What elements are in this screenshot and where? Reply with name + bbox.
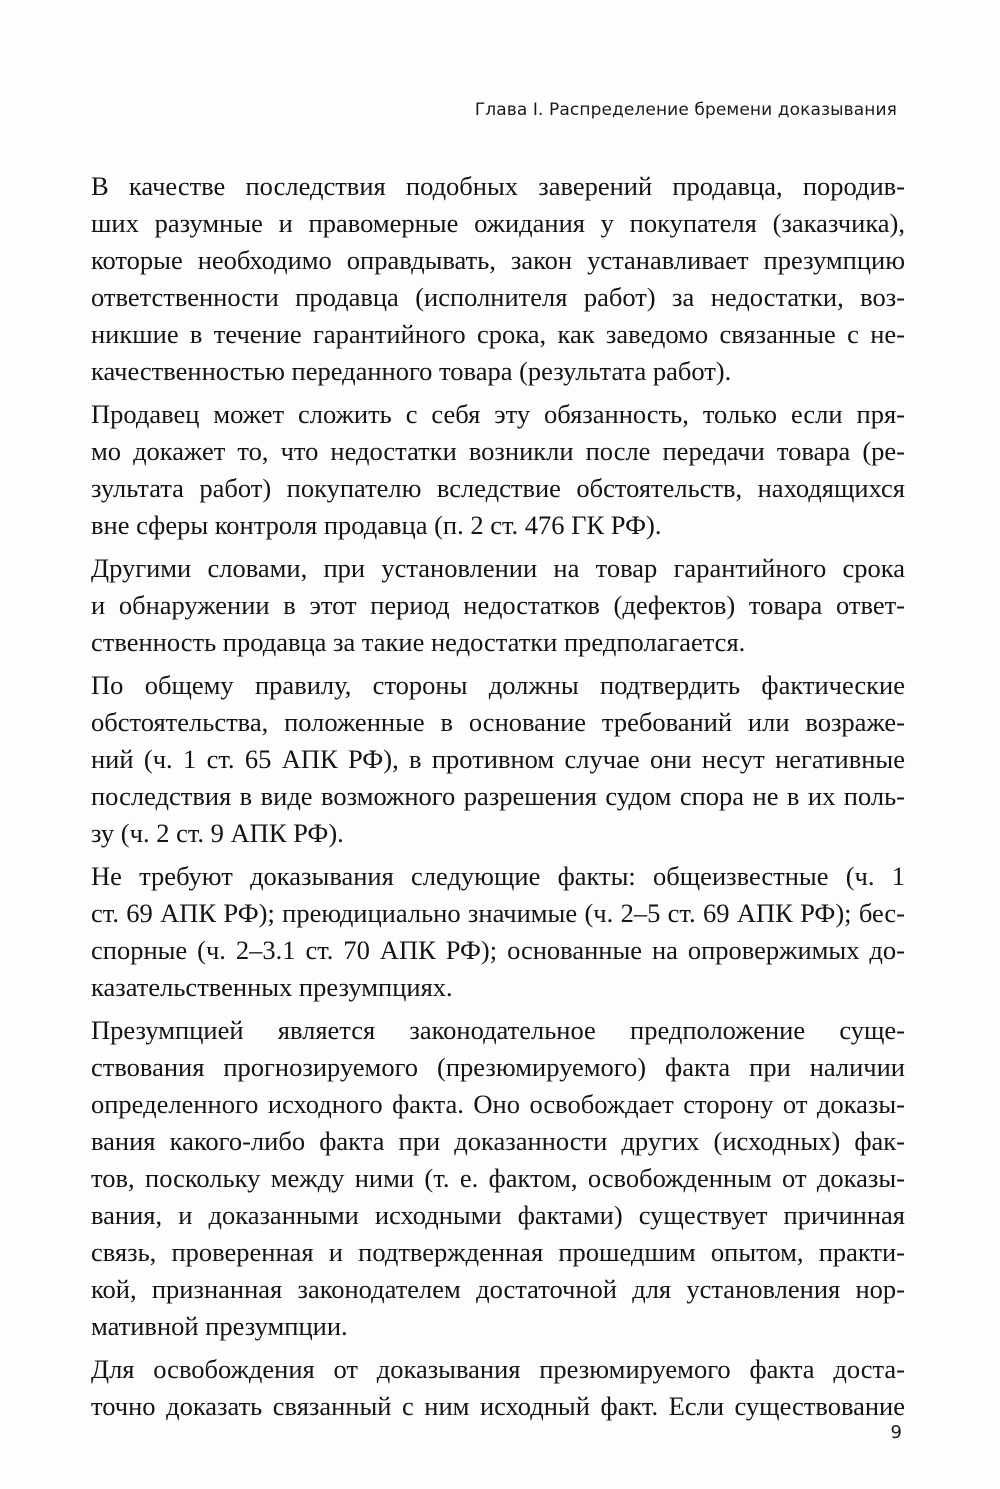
text-line: никшие в течение гарантийного срока, как заведомо связанные с не-	[91, 319, 905, 349]
text-line: Не требуют доказывания следующие факты: общеизвестные (ч. 1	[91, 861, 905, 891]
text-line: и обнаружении в этот период недостатков (дефектов) товара ответ-	[91, 590, 905, 620]
paragraph	[91, 1012, 905, 1345]
text-line: спорные (ч. 2–3.1 ст. 70 АПК РФ); основанные на опровержимых до-	[91, 935, 905, 965]
paragraph	[91, 667, 905, 852]
text-line: обстоятельства, положенные в основание требований или возраже-	[91, 707, 905, 737]
page-number: 9	[890, 1422, 902, 1443]
paragraph	[91, 1351, 905, 1425]
paragraph	[91, 550, 905, 661]
text-line: связь, проверенная и подтвержденная прошедшим опытом, практи-	[91, 1237, 905, 1267]
text-line: ших разумные и правомерные ожидания у покупателя (заказчика),	[91, 208, 905, 238]
text-line: качественностью переданного товара (результата работ).	[91, 356, 732, 386]
paragraph	[91, 396, 905, 544]
text-line: которые необходимо оправдывать, закон устанавливает презумпцию	[91, 245, 905, 275]
text-line: В качестве последствия подобных заверений продавца, породив-	[91, 171, 905, 201]
text-line: мативной презумпции.	[91, 1311, 348, 1341]
paragraph	[91, 168, 905, 390]
text-line: тов, поскольку между ними (т. е. фактом, освобожденным от доказы-	[91, 1163, 905, 1193]
body-text	[91, 168, 905, 1431]
text-line: кой, признанная законодателем достаточной для установления нор-	[91, 1274, 905, 1304]
text-line: Для освобождения от доказывания презюмируемого факта доста-	[91, 1354, 905, 1384]
running-head: Глава I. Распределение бремени доказывания	[474, 100, 897, 120]
text-line: вания какого-либо факта при доказанности других (исходных) фак-	[91, 1126, 905, 1156]
text-line: вания, и доказанными исходными фактами) существует причинная	[91, 1200, 905, 1230]
text-line: последствия в виде возможного разрешения судом спора не в их поль-	[91, 781, 905, 811]
text-line: ствования прогнозируемого (презюмируемого) факта при наличии	[91, 1052, 905, 1082]
text-line: вне сферы контроля продавца (п. 2 ст. 476 ГК РФ).	[91, 510, 662, 540]
text-line: ответственности продавца (исполнителя работ) за недостатки, воз-	[91, 282, 905, 312]
text-line: Другими словами, при установлении на товар гарантийного срока	[91, 553, 905, 583]
text-line: мо докажет то, что недостатки возникли после передачи товара (ре-	[91, 436, 905, 466]
text-line: зу (ч. 2 ст. 9 АПК РФ).	[91, 818, 344, 848]
text-line: ственность продавца за такие недостатки предполагается.	[91, 627, 746, 657]
text-line: Продавец может сложить с себя эту обязанность, только если пря-	[91, 399, 905, 429]
text-line: зультата работ) покупателю вследствие обстоятельств, находящихся	[91, 473, 905, 503]
text-line: определенного исходного факта. Оно освобождает сторону от доказы-	[91, 1089, 905, 1119]
text-line: ний (ч. 1 ст. 65 АПК РФ), в противном случае они несут негативные	[91, 744, 905, 774]
text-line: точно доказать связанный с ним исходный факт. Если существование	[91, 1391, 905, 1421]
text-line: Презумпцией является законодательное предположение суще-	[91, 1015, 905, 1045]
text-line: казательственных презумпциях.	[91, 972, 453, 1002]
text-line: По общему правилу, стороны должны подтвердить фактические	[91, 670, 905, 700]
text-line: ст. 69 АПК РФ); преюдициально значимые (ч. 2–5 ст. 69 АПК РФ); бес-	[91, 898, 905, 928]
paragraph	[91, 858, 905, 1006]
